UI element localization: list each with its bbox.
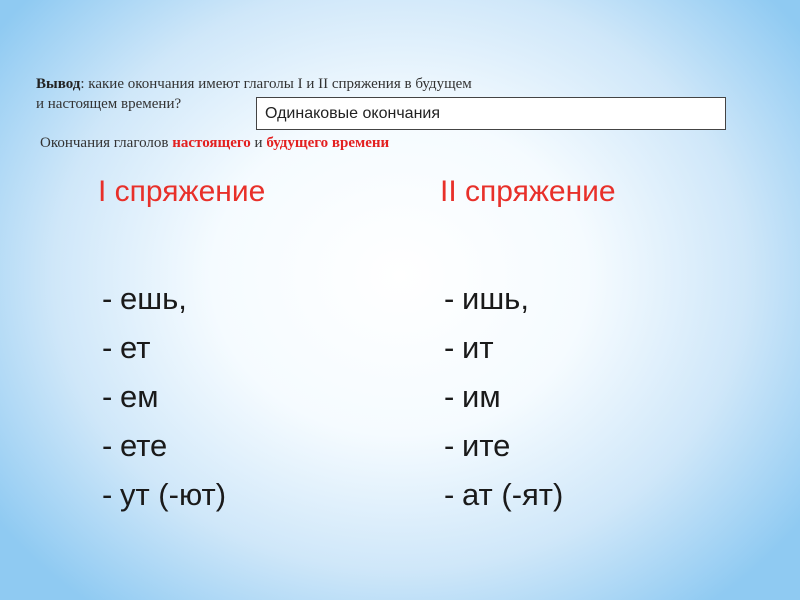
ending-item	[102, 472, 226, 521]
ending-text: ет	[120, 330, 151, 365]
conclusion-label: Вывод	[36, 76, 81, 92]
ending-item	[444, 276, 563, 325]
ending-item	[444, 374, 563, 423]
dash-marker: -	[102, 379, 113, 414]
ending-text: ите	[462, 428, 511, 463]
ending-text: ут (-ют)	[120, 477, 227, 512]
subtitle-highlight-future: будущего времени	[266, 135, 390, 151]
dash-marker: -	[444, 330, 455, 365]
ending-text: ешь,	[120, 281, 187, 316]
ending-item	[102, 374, 226, 423]
ending-text: ете	[120, 428, 168, 463]
dash-marker: -	[444, 379, 455, 414]
subtitle-text-part1: Окончания глаголов	[40, 135, 173, 151]
ending-text: ем	[120, 379, 159, 414]
ending-text: ат (-ят)	[462, 477, 564, 512]
ending-item	[102, 423, 226, 472]
question-text-line1: : какие окончания имеют глаголы I и II спряжения в будущем	[80, 76, 472, 92]
question-text-line2: и настоящем времени?	[36, 96, 182, 112]
conjugation-1-endings-list	[102, 276, 226, 521]
dash-marker: -	[102, 428, 113, 463]
dash-marker: -	[444, 477, 455, 512]
ending-item	[444, 423, 563, 472]
ending-item	[102, 325, 226, 374]
ending-text: ишь,	[462, 281, 529, 316]
endings-subtitle	[40, 135, 389, 152]
subtitle-text-part2: и	[250, 135, 267, 151]
ending-item	[102, 276, 226, 325]
dash-marker: -	[102, 281, 113, 316]
dash-marker: -	[444, 281, 455, 316]
answer-field[interactable]: Одинаковые окончания	[256, 97, 726, 130]
dash-marker: -	[444, 428, 455, 463]
ending-text: ит	[462, 330, 494, 365]
ending-item	[444, 325, 563, 374]
subtitle-highlight-present: настоящего	[172, 135, 251, 151]
conjugation-1-title: I спряжение	[98, 175, 266, 208]
conjugation-2-endings-list	[444, 276, 563, 521]
ending-text: им	[462, 379, 501, 414]
dash-marker: -	[102, 477, 113, 512]
conjugation-2-title: II спряжение	[440, 175, 616, 208]
ending-item	[444, 472, 563, 521]
dash-marker: -	[102, 330, 113, 365]
